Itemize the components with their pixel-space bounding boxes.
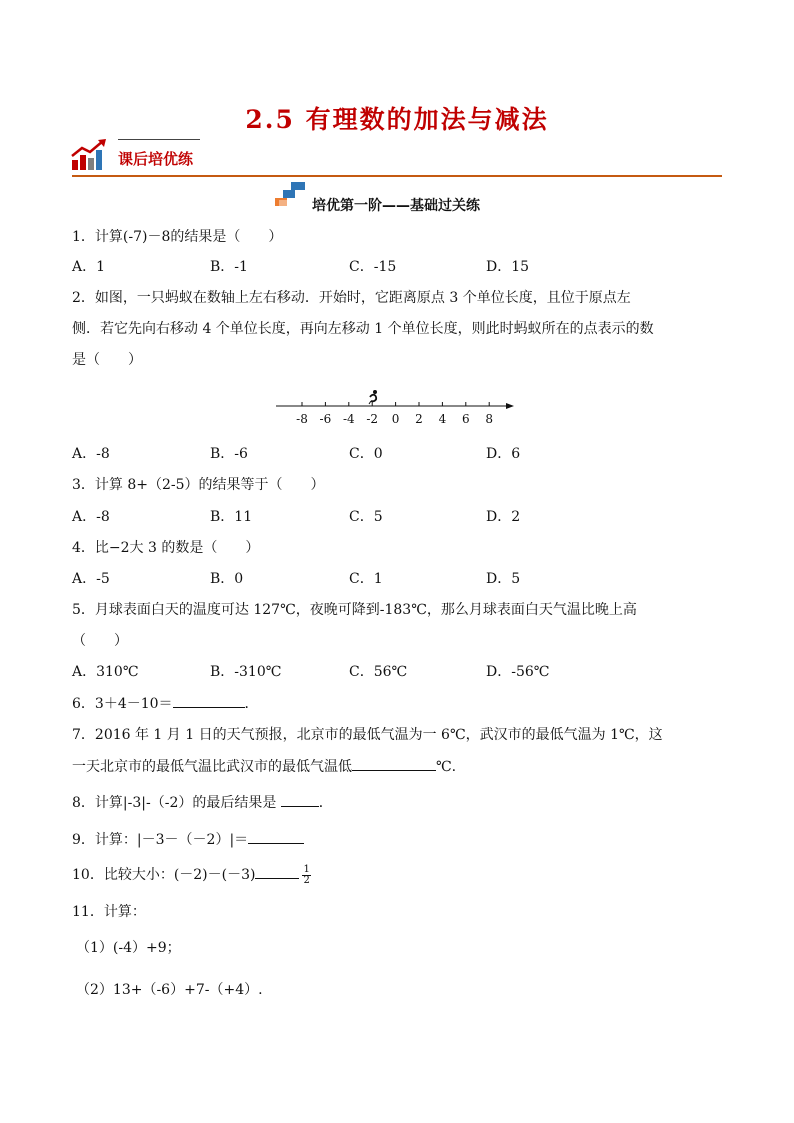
question-5-line-2: （ ） xyxy=(72,633,128,649)
axis-tick-label: 8 xyxy=(485,412,494,426)
number-line-arrow xyxy=(506,403,514,409)
answer-blank[interactable] xyxy=(281,792,319,807)
question-9 xyxy=(72,829,304,850)
q4-option-b: B．0 xyxy=(210,571,244,587)
question-2-line-1: 2．如图，一只蚂蚁在数轴上左右移动．开始时，它距离原点 3 个单位长度，且位于原点左 xyxy=(72,290,631,306)
q5-option-d: D．-56℃ xyxy=(486,664,550,680)
bar-chart-arrow-icon xyxy=(70,138,108,172)
q5-option-b: B．-310℃ xyxy=(210,664,282,680)
q3-option-c: C．5 xyxy=(349,509,383,525)
question-11-part-2: （2）13+（-6）+7-（+4）. xyxy=(76,982,263,998)
q3-option-d: D．2 xyxy=(486,509,521,525)
q2-option-d: D．6 xyxy=(486,446,521,462)
ant-icon xyxy=(369,390,377,404)
q4-option-c: C．1 xyxy=(349,571,383,587)
axis-tick-label: 4 xyxy=(438,412,447,426)
question-6 xyxy=(72,693,259,714)
answer-blank[interactable] xyxy=(255,864,299,879)
axis-tick-label: -8 xyxy=(296,412,308,426)
number-line xyxy=(270,385,520,430)
q1-option-d: D．15 xyxy=(486,259,530,275)
question-5-line-1: 5．月球表面白天的温度可达 127℃，夜晚可降到-183℃，那么月球表面白天气温比晚上高 xyxy=(72,602,637,618)
q4-option-a: A．-5 xyxy=(72,571,110,587)
q3-option-b: B．11 xyxy=(210,509,253,525)
axis-tick-label: 6 xyxy=(461,412,470,426)
question-9-text: 9．计算：|－3－（－2）|＝ xyxy=(72,832,249,848)
q1-option-c: C．-15 xyxy=(349,259,397,275)
question-2-line-3: 是（ ） xyxy=(72,352,142,368)
question-7-text: 一天北京市的最低气温比武汉市的最低气温低 xyxy=(72,759,352,775)
question-8 xyxy=(72,792,333,813)
axis-tick-label: 0 xyxy=(391,412,400,426)
question-4: 4．比−2大 3 的数是（ ） xyxy=(72,540,260,556)
question-6-end: ． xyxy=(244,696,259,712)
q1-option-a: A．1 xyxy=(72,259,106,275)
q4-option-d: D．5 xyxy=(486,571,521,587)
header-top-line xyxy=(118,139,200,140)
question-10-text: 10．比较大小：(－2)－(－3) xyxy=(72,867,256,883)
q3-option-a: A．-8 xyxy=(72,509,110,525)
page-title: 2.5 有理数的加法与减法 xyxy=(245,105,549,134)
answer-blank[interactable] xyxy=(248,829,304,844)
axis-tick-label: -2 xyxy=(366,412,379,426)
q2-option-b: B．-6 xyxy=(210,446,248,462)
question-3: 3．计算 8+（2-5）的结果等于（ ） xyxy=(72,477,325,493)
question-8-text: 8．计算|-3|-（-2）的最后结果是 xyxy=(72,795,281,811)
answer-blank[interactable] xyxy=(173,693,245,708)
question-7-end: ℃. xyxy=(436,759,457,775)
header-rule xyxy=(72,175,722,177)
axis-tick-label: -6 xyxy=(319,412,332,426)
stairs-icon xyxy=(275,180,307,208)
question-11-part-1: （1）(-4）+9； xyxy=(76,940,181,956)
section-title: 培优第一阶——基础过关练 xyxy=(312,198,480,214)
question-7-line-2 xyxy=(72,756,456,777)
q2-option-a: A．-8 xyxy=(72,446,110,462)
header-label: 课后培优练 xyxy=(118,150,194,168)
q5-option-c: C．56℃ xyxy=(349,664,408,680)
q2-option-c: C．0 xyxy=(349,446,383,462)
question-2-line-2: 侧．若它先向右移动 4 个单位长度，再向左移动 1 个单位长度，则此时蚂蚁所在的点表示的数 xyxy=(72,321,654,337)
answer-blank[interactable] xyxy=(352,756,436,771)
q1-option-b: B．-1 xyxy=(210,259,248,275)
q5-option-a: A．310℃ xyxy=(72,664,139,680)
axis-tick-label: -4 xyxy=(342,412,355,426)
fraction-one-half: $\frac{1}{2}$ xyxy=(303,863,310,886)
question-10 xyxy=(72,864,311,886)
question-8-end: ． xyxy=(318,795,333,811)
axis-tick-label: 2 xyxy=(415,412,423,426)
question-1: 1．计算(-7)－8的结果是（ ） xyxy=(72,229,283,245)
question-7-line-1: 7．2016 年 1 月 1 日的天气预报，北京市的最低气温为一 6℃，武汉市的最低气温为 1℃，这 xyxy=(72,727,663,743)
question-11: 11．计算： xyxy=(72,904,146,920)
question-6-text: 6．3＋4－10＝ xyxy=(72,696,173,712)
